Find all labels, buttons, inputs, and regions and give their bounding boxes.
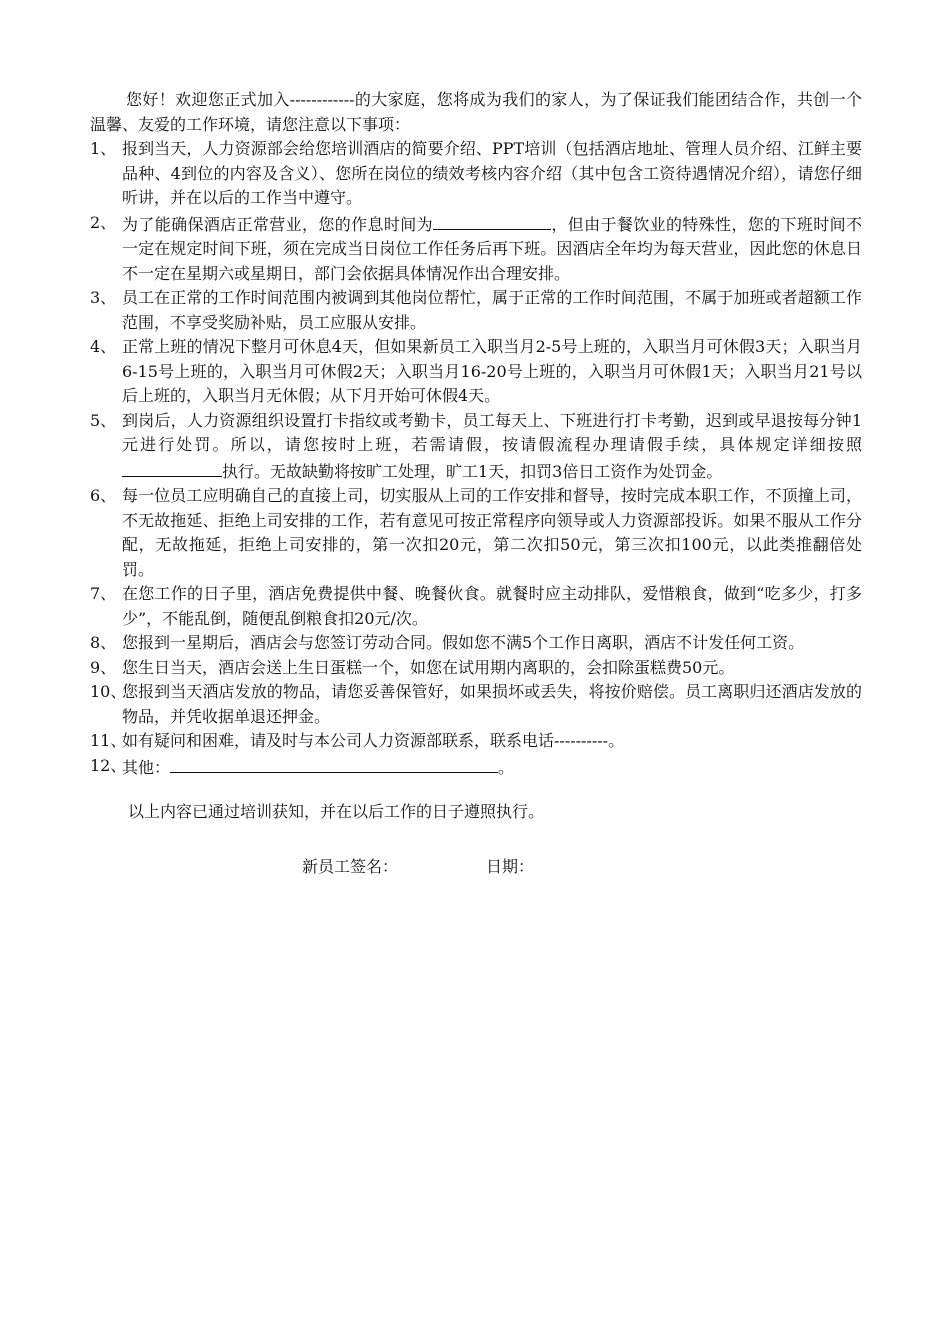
list-item-7 bbox=[90, 582, 862, 631]
item-text: 正常上班的情况下整月可休息4天，但如果新员工入职当月2-5号上班的，入职当月可休假3天；入职当月6-15号上班的，入职当月可休假2天；入职当月16-20号上班的，入职当月可休假1天；入职当月21号以后上班的，入职当月无休假；从下月开始可休假4天。 bbox=[122, 337, 862, 405]
signature-label: 新员工签名： bbox=[302, 856, 399, 876]
item-text bbox=[122, 409, 862, 485]
item-number: 7、 bbox=[90, 584, 117, 603]
item-text bbox=[122, 754, 862, 781]
notice-document bbox=[90, 88, 862, 879]
item-number: 10、 bbox=[90, 682, 127, 701]
list-item-10 bbox=[90, 680, 862, 729]
item-text bbox=[122, 211, 862, 287]
work-hours-blank[interactable] bbox=[433, 211, 551, 230]
item-number: 11、 bbox=[90, 731, 127, 750]
list-item-8 bbox=[90, 631, 862, 656]
item-text: 员工在正常的工作时间范围内被调到其他岗位帮忙，属于正常的工作时间范围，不属于加班或者超额工作范围，不享受奖励补贴，员工应服从安排。 bbox=[122, 288, 862, 332]
item-number: 4、 bbox=[90, 337, 117, 356]
item-number: 3、 bbox=[90, 288, 117, 307]
item-text: 每一位员工应明确自己的直接上司，切实服从上司的工作安排和督导，按时完成本职工作，不顶撞上司，不无故拖延、拒绝上司安排的工作，若有意见可按正常程序向领导或人力资源部投诉。如果不服从工作分配，无故拖延，拒绝上司安排的，第一次扣20元，第二次扣50元，第三次扣100元，以此类推翻倍处罚。 bbox=[122, 486, 862, 579]
item-text: 您报到当天酒店发放的物品，请您妥善保管好，如果损坏或丢失，将按价赔偿。员工离职归还酒店发放的物品，并凭收据单退还押金。 bbox=[122, 682, 862, 726]
list-item-1 bbox=[90, 137, 862, 211]
item-text: 您报到一星期后，酒店会与您签订劳动合同。假如您不满5个工作日离职，酒店不计发任何工资。 bbox=[122, 633, 805, 652]
list-item-11 bbox=[90, 729, 862, 754]
list-item-12 bbox=[90, 754, 862, 781]
item-text-part: 其他： bbox=[122, 757, 171, 777]
regulation-blank[interactable] bbox=[122, 458, 222, 477]
list-item-2 bbox=[90, 211, 862, 287]
item-number: 9、 bbox=[90, 657, 117, 677]
list-item-3 bbox=[90, 286, 862, 335]
list-item-4 bbox=[90, 335, 862, 409]
list-item-6 bbox=[90, 484, 862, 582]
item-number: 2、 bbox=[90, 212, 117, 232]
list-item-5 bbox=[90, 409, 862, 485]
closing-statement: 以上内容已通过培训获知，并在以后工作的日子遵照执行。 bbox=[128, 802, 545, 821]
item-text-part: 为了能确保酒店正常营业，您的作息时间为 bbox=[122, 214, 433, 234]
list-item-9 bbox=[90, 656, 862, 681]
item-text-part: 执行。无故缺勤将按旷工处理，旷工1天，扣罚3倍日工资作为处罚金。 bbox=[222, 461, 723, 481]
item-text: 报到当天，人力资源部会给您培训酒店的简要介绍、PPT培训（包括酒店地址、管理人员介绍、江鲜主要品种、4到位的内容及含义）、您所在岗位的绩效考核内容介绍（其中包含工资待遇情况介绍），请您仔细听讲，并在以后的工作当中遵守。 bbox=[122, 139, 862, 207]
item-number: 6、 bbox=[90, 486, 117, 505]
other-blank[interactable] bbox=[170, 754, 498, 773]
item-text-part: 。 bbox=[498, 757, 515, 777]
item-number: 1、 bbox=[90, 139, 117, 158]
item-number: 12、 bbox=[90, 755, 127, 775]
item-number: 5、 bbox=[90, 410, 117, 430]
item-text: 如有疑问和困难，请及时与本公司人力资源部联系，联系电话----------。 bbox=[122, 731, 625, 750]
item-text: 在您工作的日子里，酒店免费提供中餐、晚餐伙食。就餐时应主动排队，爱惜粮食，做到“吃多少，打多少”，不能乱倒，随便乱倒粮食扣20元/次。 bbox=[122, 584, 862, 628]
item-text: 您生日当天，酒店会送上生日蛋糕一个，如您在试用期内离职的，会扣除蛋糕费50元。 bbox=[122, 657, 735, 677]
item-text-part: ，但由于餐饮业的特殊性，您的下班时间不一定在规定时间下班，须在完成当日岗位工作任务后再下班。因酒店全年均为每天营业，因此您的休息日不一定在星期六或星期日，部门会依据具体情况作出合理安排。 bbox=[122, 214, 862, 283]
item-number: 8、 bbox=[90, 633, 117, 652]
date-label: 日期： bbox=[486, 856, 535, 876]
signature-row bbox=[90, 855, 862, 880]
item-text-part: 到岗后，人力资源组织设置打卡指纹或考勤卡，员工每天上、下班进行打卡考勤，迟到或早退按每分钟1元进行处罚。所以，请您按时上班，若需请假，按请假流程办理请假手续，具体规定详细按照 bbox=[122, 410, 862, 454]
intro-paragraph: 您好！欢迎您正式加入------------的大家庭，您将成为我们的家人，为了保证我们能团结合作，共创一个温馨、友爱的工作环境，请您注意以下事项： bbox=[90, 90, 862, 134]
